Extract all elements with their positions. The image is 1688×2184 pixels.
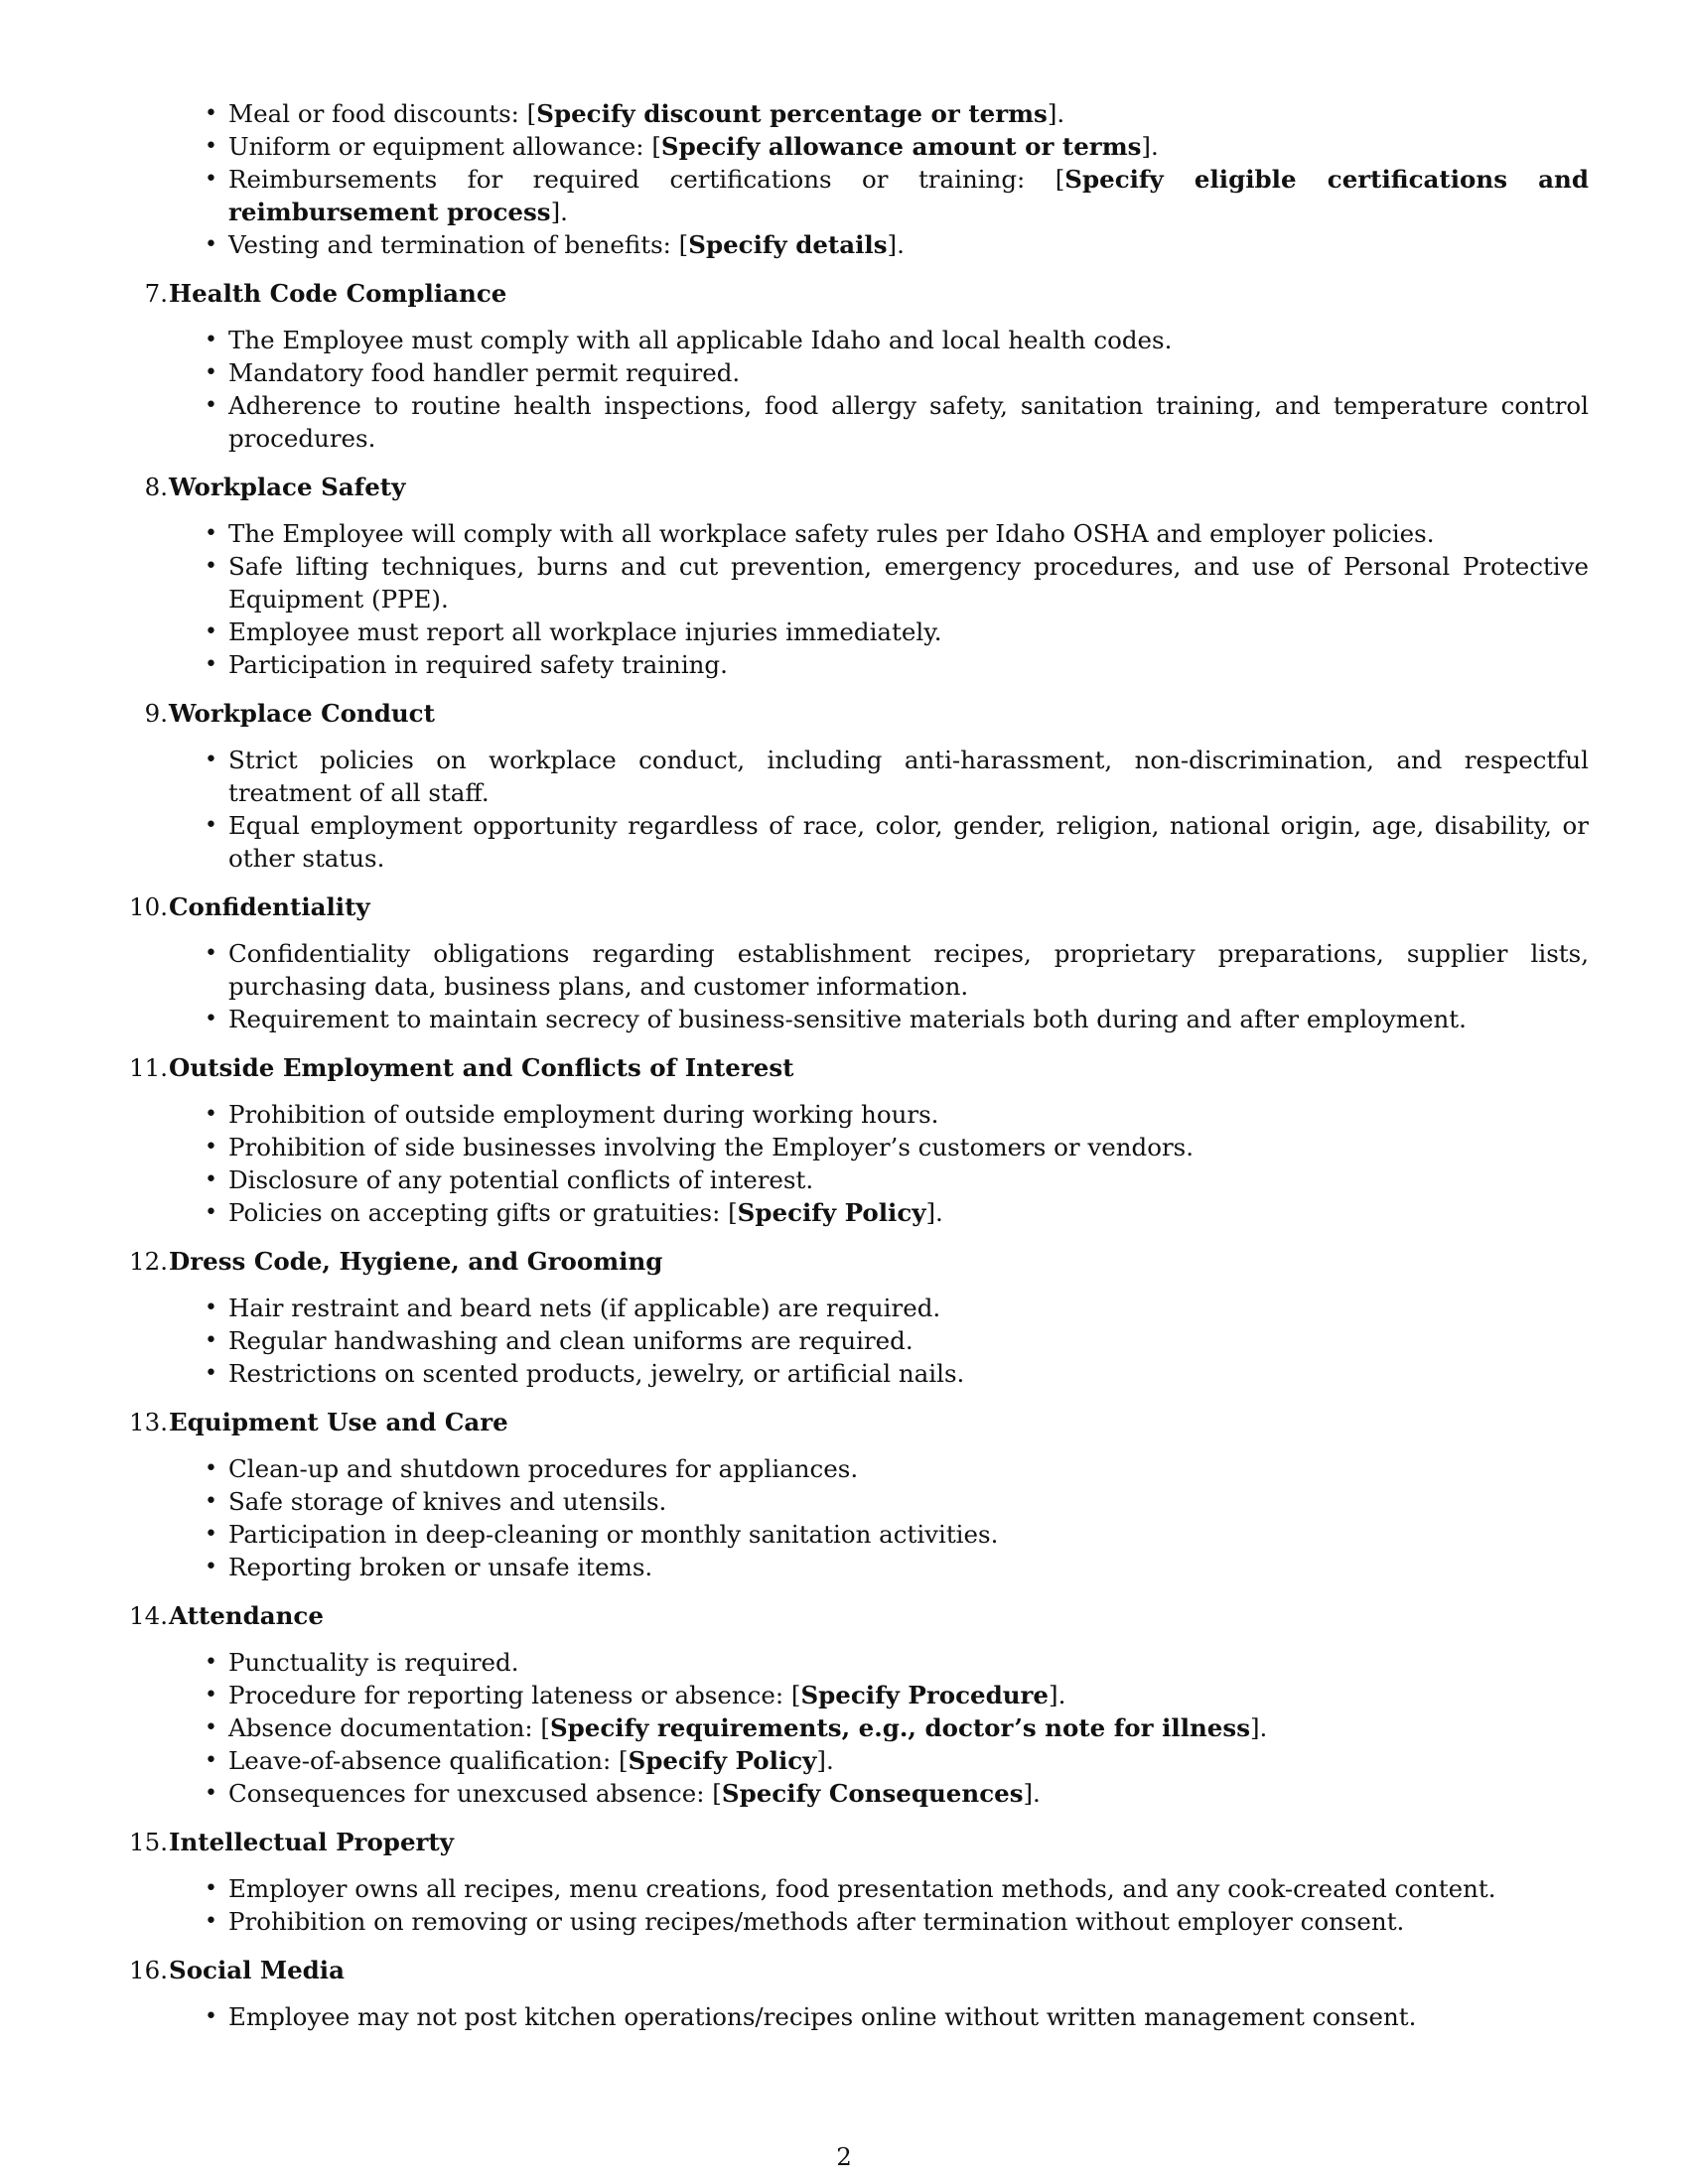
placeholder-fill-text: Specify allowance amount or terms <box>660 132 1142 161</box>
list-item-text: Adherence to routine health inspections, food allergy safety, sanitation training, and temperature control procedures. <box>228 391 1589 453</box>
list-item-suffix: ]. <box>925 1198 943 1227</box>
section-number: 16. <box>129 1956 168 1984</box>
list-item <box>205 97 1589 130</box>
placeholder-fill-text: Specify requirements, e.g., doctor’s note for illness <box>549 1713 1250 1742</box>
list-item-text: Prohibition on removing or using recipes/methods after termination without employer consent. <box>228 1907 1405 1936</box>
bullet-dot-icon: • <box>205 1555 217 1579</box>
bullet-dot-icon: • <box>205 1683 217 1707</box>
list-item <box>205 1485 1589 1518</box>
sections-container <box>0 277 1688 2033</box>
section-heading <box>0 471 1688 503</box>
bullet-dot-icon: • <box>205 1007 217 1031</box>
list-item <box>205 1777 1589 1810</box>
list-item <box>205 163 1590 228</box>
list-item-suffix: ]. <box>1049 1681 1066 1709</box>
section-bullet-list <box>205 1098 1589 1229</box>
list-item-text: Prohibition of outside employment during working hours. <box>228 1100 939 1129</box>
list-item-text: Regular handwashing and clean uniforms are required. <box>228 1326 914 1355</box>
bullet-dot-icon: • <box>205 1650 217 1675</box>
section <box>0 277 1688 455</box>
bullet-dot-icon: • <box>205 134 217 159</box>
bullet-dot-icon: • <box>205 1781 217 1806</box>
list-item <box>205 1551 1589 1583</box>
section-title: Attendance <box>169 1601 324 1630</box>
list-item <box>205 1324 1589 1357</box>
section-bullet-list <box>205 324 1589 455</box>
list-item <box>205 550 1589 615</box>
list-item-text: Employee may not post kitchen operations/recipes online without written management consent. <box>228 2002 1417 2031</box>
section-heading <box>0 1245 1688 1278</box>
section-bullet-list <box>205 517 1589 681</box>
list-item-suffix: ]. <box>1023 1779 1041 1808</box>
section-title: Dress Code, Hygiene, and Grooming <box>169 1247 663 1276</box>
list-item <box>205 615 1589 648</box>
bullet-dot-icon: • <box>205 1748 217 1773</box>
list-item-text: Safe lifting techniques, burns and cut prevention, emergency procedures, and use of Personal Protective Equipment (PPE). <box>228 552 1589 614</box>
section-title: Workplace Conduct <box>169 699 435 728</box>
list-item <box>205 389 1589 455</box>
bullet-dot-icon: • <box>205 652 217 677</box>
list-item-text: Strict policies on workplace conduct, including anti-harassment, non-discrimination, and respectful treatment of all staff. <box>228 746 1589 807</box>
list-item <box>205 1744 1589 1777</box>
section-number: 14. <box>129 1601 168 1630</box>
section <box>0 1954 1688 2033</box>
list-item-text: Employee must report all workplace injuries immediately. <box>228 617 942 646</box>
list-item <box>205 130 1589 163</box>
bullet-dot-icon: • <box>205 393 217 418</box>
list-item-text: Disclosure of any potential conflicts of interest. <box>228 1165 814 1194</box>
placeholder-fill-text: Specify Policy <box>737 1198 926 1227</box>
placeholder-fill-text: Specify Consequences <box>721 1779 1024 1808</box>
bullet-dot-icon: • <box>205 1715 217 1740</box>
list-item-text: Uniform or equipment allowance: [ <box>228 132 661 161</box>
section <box>0 1599 1688 1810</box>
list-item-text: Vesting and termination of benefits: [ <box>228 230 689 259</box>
section-bullet-list <box>205 1646 1589 1810</box>
bullet-dot-icon: • <box>205 1167 217 1192</box>
section-title: Social Media <box>169 1956 345 1984</box>
bullet-dot-icon: • <box>205 1456 217 1481</box>
bullet-dot-icon: • <box>205 1361 217 1386</box>
bullet-dot-icon: • <box>205 1909 217 1934</box>
section <box>0 1826 1688 1938</box>
list-item <box>205 1679 1589 1711</box>
section-title: Workplace Safety <box>169 473 406 501</box>
section-bullet-list <box>205 744 1589 875</box>
bullet-dot-icon: • <box>205 941 217 966</box>
placeholder-fill-text: Specify discount percentage or terms <box>536 99 1048 128</box>
list-item-text: Equal employment opportunity regardless of race, color, gender, religion, national origin, age, disability, or other status. <box>228 811 1589 873</box>
list-item-text: The Employee will comply with all workplace safety rules per Idaho OSHA and employer policies. <box>228 519 1435 548</box>
list-item-suffix: ]. <box>816 1746 834 1775</box>
section-heading <box>0 1051 1688 1084</box>
bullet-dot-icon: • <box>205 167 217 192</box>
placeholder-fill-text: Specify details <box>688 230 888 259</box>
list-item-suffix: ]. <box>1047 99 1065 128</box>
list-item-suffix: ]. <box>550 198 568 226</box>
section-number: 9. <box>144 699 168 728</box>
list-item-text: Prohibition of side businesses involving the Employer’s customers or vendors. <box>228 1133 1195 1161</box>
list-item <box>205 648 1589 681</box>
bullet-dot-icon: • <box>205 1102 217 1127</box>
bullet-dot-icon: • <box>205 1296 217 1320</box>
bullet-dot-icon: • <box>205 232 217 257</box>
list-item-text: Confidentiality obligations regarding establishment recipes, proprietary preparations, supplier lists, purchasing data, business plans, and customer information. <box>228 939 1589 1001</box>
list-item <box>205 1872 1589 1905</box>
list-item-text: Mandatory food handler permit required. <box>228 358 741 387</box>
placeholder-fill-text: Specify eligible certifications and reimbursement process <box>228 165 1590 226</box>
bullet-dot-icon: • <box>205 1200 217 1225</box>
section-number: 10. <box>129 892 168 921</box>
list-item <box>205 1196 1589 1229</box>
list-item-suffix: ]. <box>1141 132 1159 161</box>
section-bullet-list <box>205 2000 1589 2033</box>
list-item <box>205 937 1589 1003</box>
bullet-dot-icon: • <box>205 619 217 644</box>
bullet-dot-icon: • <box>205 813 217 838</box>
section <box>0 890 1688 1035</box>
list-item-text: Meal or food discounts: [ <box>228 99 537 128</box>
list-item-text: Reporting broken or unsafe items. <box>228 1553 653 1581</box>
list-item-text: Employer owns all recipes, menu creations, food presentation methods, and any cook-created content. <box>228 1874 1496 1903</box>
list-item <box>205 1905 1589 1938</box>
bullet-dot-icon: • <box>205 1135 217 1160</box>
section-bullet-list <box>205 1292 1589 1390</box>
list-item <box>205 1163 1589 1196</box>
bullet-dot-icon: • <box>205 1489 217 1514</box>
list-item <box>205 1131 1589 1163</box>
list-item-suffix: ]. <box>887 230 905 259</box>
list-item <box>205 517 1589 550</box>
bullet-dot-icon: • <box>205 2004 217 2029</box>
section-number: 7. <box>144 279 168 308</box>
bullet-dot-icon: • <box>205 1876 217 1901</box>
section-heading <box>0 1826 1688 1858</box>
bullet-dot-icon: • <box>205 1522 217 1547</box>
list-item-text: The Employee must comply with all applicable Idaho and local health codes. <box>228 326 1173 354</box>
bullet-dot-icon: • <box>205 1328 217 1353</box>
list-item-text: Participation in required safety training. <box>228 650 728 679</box>
section-heading <box>0 277 1688 310</box>
list-item-text: Procedure for reporting lateness or absence: [ <box>228 1681 801 1709</box>
list-item-text: Policies on accepting gifts or gratuities: [ <box>228 1198 738 1227</box>
section-title: Outside Employment and Conflicts of Interest <box>169 1053 794 1082</box>
list-item <box>205 1518 1589 1551</box>
list-item-text: Punctuality is required. <box>228 1648 519 1677</box>
page-number: 2 <box>836 2142 852 2171</box>
section-title: Intellectual Property <box>169 1828 454 1856</box>
section-bullet-list <box>205 937 1589 1035</box>
bullet-dot-icon: • <box>205 101 217 126</box>
list-item <box>205 1357 1589 1390</box>
section-heading <box>0 697 1688 730</box>
continued-benefits-list <box>205 97 1590 261</box>
list-item <box>205 228 1589 261</box>
section <box>0 697 1688 875</box>
list-item-text: Consequences for unexcused absence: [ <box>228 1779 722 1808</box>
list-item <box>205 1711 1589 1744</box>
section-heading <box>0 1954 1688 1986</box>
list-item <box>205 1646 1589 1679</box>
placeholder-fill-text: Specify Policy <box>628 1746 817 1775</box>
list-item <box>205 1292 1589 1324</box>
list-item-text: Absence documentation: [ <box>228 1713 550 1742</box>
section <box>0 471 1688 681</box>
list-item-text: Safe storage of knives and utensils. <box>228 1487 667 1516</box>
bullet-dot-icon: • <box>205 360 217 385</box>
bullet-dot-icon: • <box>205 554 217 579</box>
list-item <box>205 1098 1589 1131</box>
bullet-dot-icon: • <box>205 328 217 352</box>
list-item <box>205 2000 1589 2033</box>
list-item-text: Leave-of-absence qualification: [ <box>228 1746 629 1775</box>
section-heading <box>0 1406 1688 1438</box>
list-item <box>205 744 1589 809</box>
section <box>0 1245 1688 1390</box>
section-number: 13. <box>129 1408 168 1436</box>
document-content <box>0 97 1688 2033</box>
list-item <box>205 1452 1589 1485</box>
list-item <box>205 324 1589 356</box>
section-number: 8. <box>144 473 168 501</box>
list-item-text: Reimbursements for required certifications or training: [ <box>228 165 1065 194</box>
list-item-text: Restrictions on scented products, jewelry, or artificial nails. <box>228 1359 965 1388</box>
list-item-text: Clean-up and shutdown procedures for appliances. <box>228 1454 859 1483</box>
section <box>0 1406 1688 1583</box>
list-item-text: Requirement to maintain secrecy of business-sensitive materials both during and after employment. <box>228 1005 1467 1033</box>
list-item <box>205 356 1589 389</box>
placeholder-fill-text: Specify Procedure <box>800 1681 1050 1709</box>
section-title: Equipment Use and Care <box>169 1408 508 1436</box>
bullet-dot-icon: • <box>205 748 217 772</box>
section-bullet-list <box>205 1452 1589 1583</box>
list-item-text: Participation in deep-cleaning or monthly sanitation activities. <box>228 1520 999 1549</box>
section-title: Health Code Compliance <box>169 279 507 308</box>
section-number: 11. <box>129 1053 168 1082</box>
section <box>0 1051 1688 1229</box>
list-item-text: Hair restraint and beard nets (if applicable) are required. <box>228 1294 941 1322</box>
list-item <box>205 1003 1589 1035</box>
section-heading <box>0 890 1688 923</box>
section-number: 15. <box>129 1828 168 1856</box>
bullet-dot-icon: • <box>205 521 217 546</box>
list-item <box>205 809 1589 875</box>
section-bullet-list <box>205 1872 1589 1938</box>
section-title: Confidentiality <box>169 892 370 921</box>
section-number: 12. <box>129 1247 168 1276</box>
section-heading <box>0 1599 1688 1632</box>
list-item-suffix: ]. <box>1250 1713 1268 1742</box>
